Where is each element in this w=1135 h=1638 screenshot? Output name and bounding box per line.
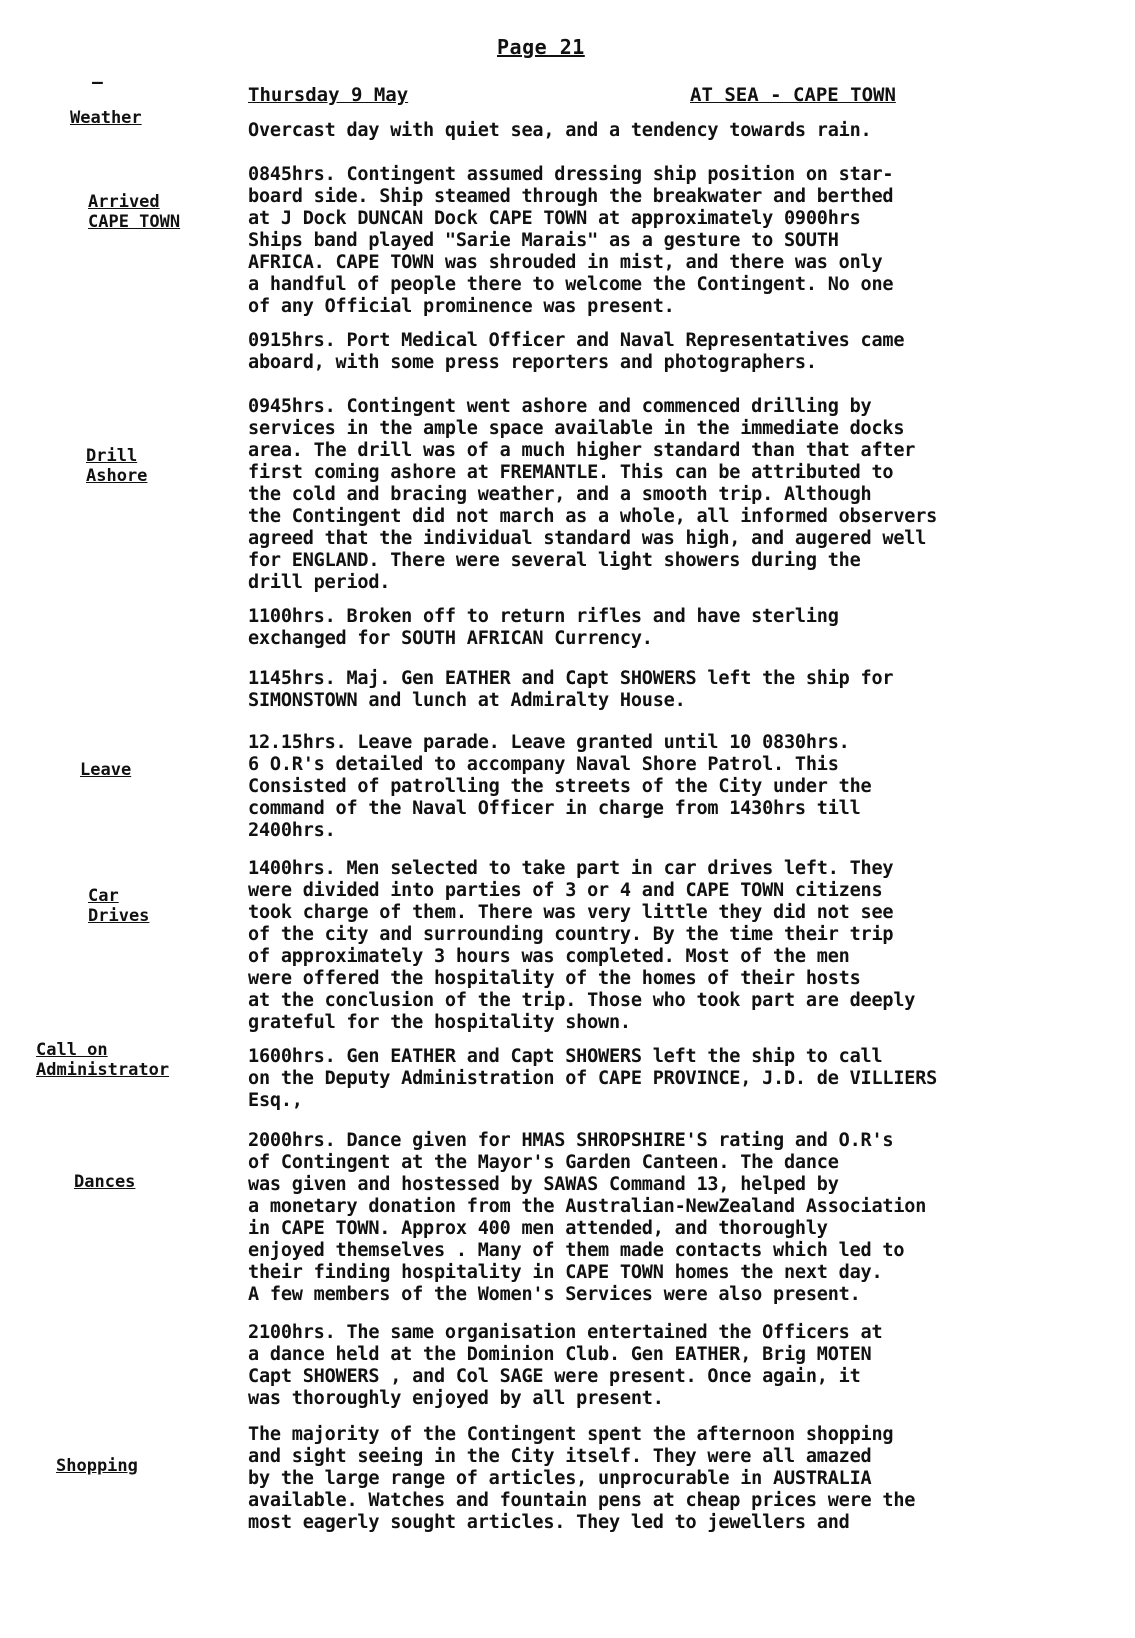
entry-weather: Overcast day with quiet sea, and a tendency towards rain. — [248, 120, 872, 141]
margin-label-drill-ashore: Drill Ashore — [86, 446, 148, 486]
entry-0845hrs: 0845hrs. Contingent assumed dressing ship position on star- board side. Ship steamed through the breakwater and berthed at J Dock DUNCAN Dock CAPE TOWN at approximately 0900hrs Ships band played "Sarie Marais" as a gesture to SOUTH AFRICA. CAPE TOWN was shrouded in mist, and there was only a handful of people there to welcome the Contingent. No one of any Official prominence was present. — [248, 164, 894, 317]
margin-label-call-on-administrator: Call on Administrator — [36, 1040, 170, 1080]
date-heading: Thursday 9 May — [248, 84, 409, 106]
entry-0945hrs: 0945hrs. Contingent went ashore and commenced drilling by services in the ample space available in the immediate docks area. The drill was of a much higher standard than that after first coming ashore at FREMANTLE. This can be attributed to the cold and bracing weather, and a smooth trip. Although the Contingent did not march as a whole, all informed observers agreed that the individual standard was high, and augered well for ENGLAND. There were several light showers during the drill period. — [248, 396, 938, 593]
page-number: Page 21 — [497, 35, 585, 59]
entry-shopping: The majority of the Contingent spent the afternoon shopping and sight seeing in the City itself. They were all amazed by the large range of articles, unprocurable in AUSTRALIA available. Watches and fountain pens at cheap prices were the most eagerly sought articles. They led to jewellers and — [248, 1424, 916, 1533]
entry-1400hrs: 1400hrs. Men selected to take part in car drives left. They were divided into parties of 3 or 4 and CAPE TOWN citizens took charge of them. There was very little they did not see of the city and surrounding country. By the time their trip of approximately 3 hours was completed. Most of the men were offered the hospitality of the homes of their hosts at the conclusion of the trip. Those who took part are deeply grateful for the hospitality shown. — [248, 858, 916, 1033]
margin-label-leave: Leave — [80, 760, 132, 780]
entry-2000hrs: 2000hrs. Dance given for HMAS SHROPSHIRE'S rating and O.R's of Contingent at the Mayor's Garden Canteen. The dance was given and hostessed by SAWAS Command 13, helped by a monetary donation from the Australian-NewZealand Association in CAPE TOWN. Approx 400 men attended, and thoroughly enjoyed themselves . Many of them made contacts which led to their finding hospitality in CAPE TOWN homes the next day. A few members of the Women's Services were also present. — [248, 1130, 927, 1305]
location-heading: AT SEA - CAPE TOWN — [690, 84, 896, 106]
entry-0915hrs: 0915hrs. Port Medical Officer and Naval Representatives came aboard, with some press reporters and photographers. — [248, 330, 905, 373]
margin-label-weather: Weather — [70, 108, 142, 128]
entry-1600hrs: 1600hrs. Gen EATHER and Capt SHOWERS left the ship to call on the Deputy Administration of CAPE PROVINCE, J.D. de VILLIERS Esq., — [248, 1046, 938, 1111]
entry-1100hrs: 1100hrs. Broken off to return rifles and have sterling exchanged for SOUTH AFRICAN Currency. — [248, 606, 839, 649]
margin-label-arrived: Arrived CAPE TOWN — [88, 192, 181, 232]
margin-label-shopping: Shopping — [56, 1456, 138, 1476]
margin-label-car-drives: Car Drives — [88, 886, 150, 926]
entry-1215hrs: 12.15hrs. Leave parade. Leave granted until 10 0830hrs. 6 O.R's detailed to accompany Naval Shore Patrol. This Consisted of patrolling the streets of the City under the command of the Naval Officer in charge from 1430hrs till 2400hrs. — [248, 732, 872, 841]
margin-dash-mark: — — [92, 72, 103, 93]
entry-2100hrs: 2100hrs. The same organisation entertained the Officers at a dance held at the Dominion Club. Gen EATHER, Brig MOTEN Capt SHOWERS , and Col SAGE were present. Once again, it was thoroughly enjoyed by all present. — [248, 1322, 883, 1409]
margin-label-dances: Dances — [74, 1172, 136, 1192]
entry-1145hrs: 1145hrs. Maj. Gen EATHER and Capt SHOWERS left the ship for SIMONSTOWN and lunch at Admiralty House. — [248, 668, 894, 711]
